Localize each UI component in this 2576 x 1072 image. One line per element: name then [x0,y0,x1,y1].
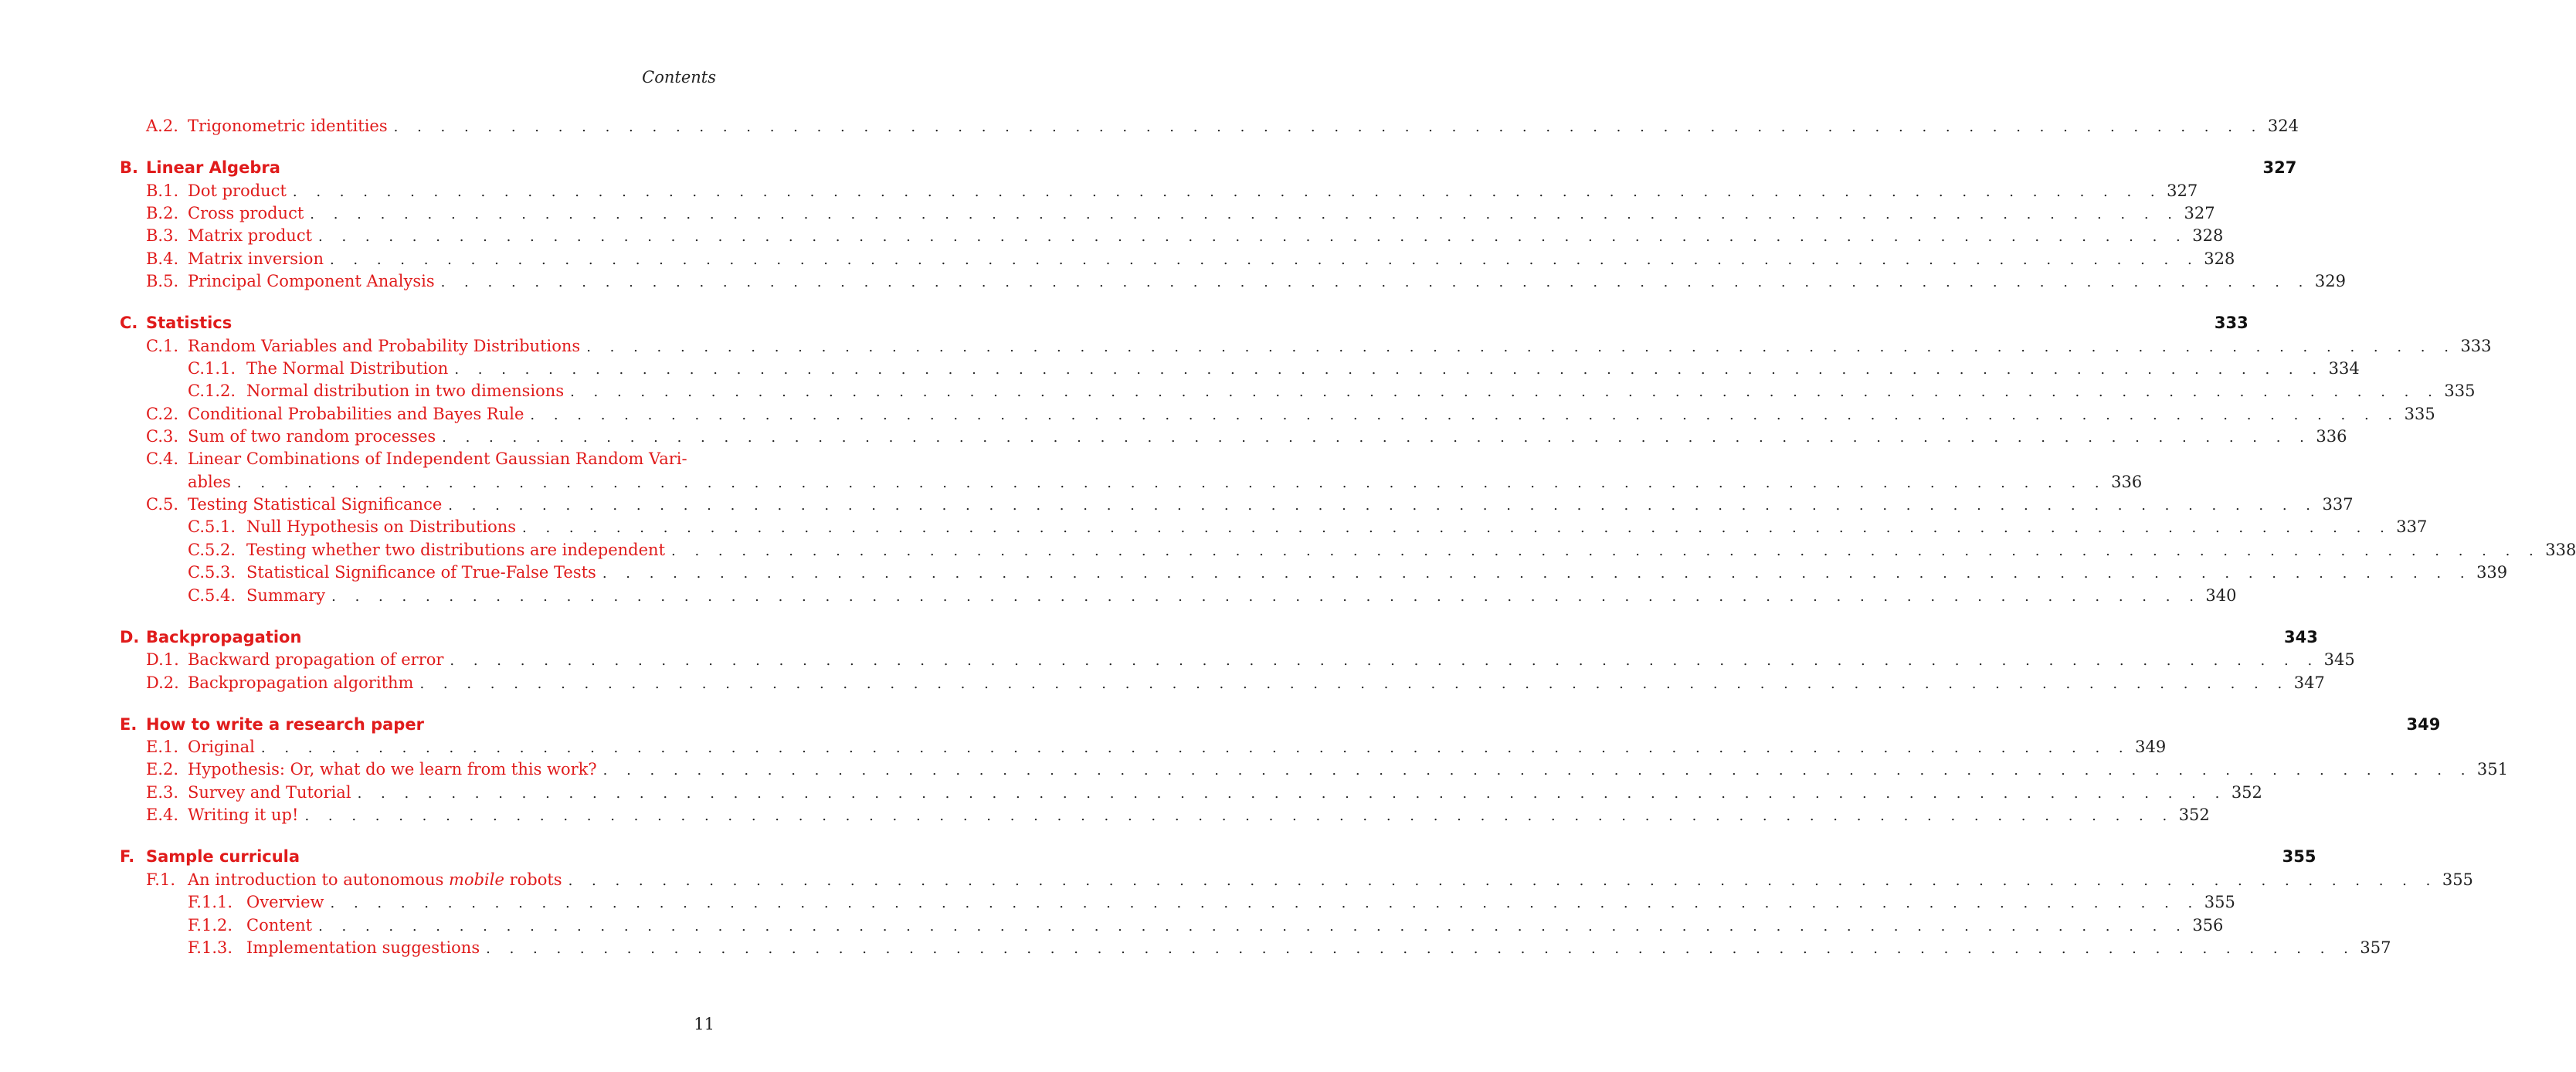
toc-chapter-entry[interactable] [120,845,2316,868]
toc-entry-number: C.3. [146,427,179,446]
toc-entry[interactable] [120,470,2143,494]
toc-entry-title: Matrix inversion [188,249,324,268]
toc-entry-number: B.4. [146,249,179,268]
toc-entry-number: E.2. [146,760,179,779]
toc-leader-dots: . . . . . . . . . . . . . . . . . . . . . . . . . . . . . . . . . . . . . . . . . . . . . . . . . . . . . . . . . . . . . . . . . . . . . . . . . . . . . . . . [442,429,2312,446]
toc-entry[interactable] [120,493,2354,516]
toc-entry-page: 327 [2184,204,2215,222]
toc-leader-dots: . . . . . . . . . . . . . . . . . . . . . . . . . . . . . . . . . . . . . . . . . . . . . . . . . . . . . . . . . . . . . . . . . . . . . . . . . . . . . . . . [236,475,2107,491]
toc-leader-dots: . . . . . . . . . . . . . . . . . . . . . . . . . . . . . . . . . . . . . . . . . . . . . . . . . . . . . . . . . . . . . . . . . . . . . . . . . . . . . . . . [310,206,2180,222]
toc-entry-title: Backpropagation algorithm [188,673,414,692]
toc-entry-title: Sum of two random processes [188,427,436,446]
toc-entry-title: The Normal Distribution [246,359,449,378]
toc-entry-title: Cross product [188,204,304,222]
toc-entry[interactable] [120,334,2492,358]
toc-entry[interactable] [120,671,2325,694]
toc-entry-page: 334 [2328,359,2360,378]
toc-leader-dots: . . . . . . . . . . . . . . . . . . . . . . . . . . . . . . . . . . . . . . . . . . . . . . . . . . . . . . . . . . . . . . . . . . . . . . . . . . . . . . . . [570,384,2440,400]
toc-entry-title: ables [188,473,231,491]
toc-entry-number: B. [120,158,138,177]
running-header: Contents [642,68,716,87]
toc-entry[interactable] [120,936,2391,959]
toc-entry-page: 328 [2204,249,2235,268]
toc-leader-dots: . . . . . . . . . . . . . . . . . . . . . . . . . . . . . . . . . . . . . . . . . . . . . . . . . . . . . . . . . . . . . . . . . . . . . . . . . . . . . . . . [440,274,2310,290]
toc-leader-dots: . . . . . . . . . . . . . . . . . . . . . . . . . . . . . . . . . . . . . . . . . . . . . . . . . . . . . . . . . . . . . . . . . . . . . . . . . . . . . . . . [450,653,2320,669]
toc-entry-number: E. [120,715,137,734]
toc-entry-page: 356 [2192,916,2224,935]
toc-entry-number: D.1. [146,650,179,669]
toc-entry-page: 335 [2444,382,2476,400]
toc-entry-title: Hypothesis: Or, what do we learn from this work? [188,760,597,779]
toc-entry-page: 349 [2135,738,2167,756]
toc-entry-page: 329 [2314,272,2346,290]
toc-entry[interactable] [120,891,2235,914]
toc-leader-dots: . . . . . . . . . . . . . . . . . . . . . . . . . . . . . . . . . . . . . . . . . . . . . . . . . . . . . . . . . . . . . . . . . . . . . . . . . . . . . . . . [292,184,2163,200]
page-number: 11 [694,1015,714,1033]
toc-entry-number: B.3. [146,226,179,245]
toc-entry-page: 328 [2192,226,2224,245]
toc-entry-title: An introduction to autonomous mobile robots [188,870,562,889]
toc-entry-page: 333 [2214,314,2248,332]
toc-leader-dots: . . . . . . . . . . . . . . . . . . . . . . . . . . . . . . . . . . . . . . . . . . . . . . . . . . . . . . . . . . . . . . . . . . . . . . . . . . . . . . . . [671,543,2541,559]
toc-entry-title: Sample curricula [146,847,300,866]
toc-entry-number: F.1.3. [188,938,233,957]
toc-entry-number: B.2. [146,204,179,222]
toc-entry[interactable] [120,538,2576,561]
toc-entry-title: Dot product [188,181,287,200]
toc-entry-number: C.4. [146,449,179,468]
toc-entry[interactable] [120,114,2299,137]
toc-entry-title: Content [246,916,313,935]
toc-entry[interactable] [120,357,2360,380]
toc-entry-title: Random Variables and Probability Distributions [188,337,581,355]
toc-entry-title: Summary [246,586,326,605]
toc-entry-number: F. [120,847,135,866]
toc-entry-title: Linear Combinations of Independent Gaussian Random Vari- [188,449,687,468]
toc-entry-number: C.1.2. [188,382,236,400]
toc-chapter-entry[interactable] [120,156,2297,179]
toc-entry-number: C.2. [146,405,179,423]
toc-entry-title: Null Hypothesis on Distributions [246,517,517,536]
toc-entry-number: C. [120,314,138,332]
toc-entry-number: E.3. [146,783,179,802]
toc-entry-number: C.5.2. [188,541,236,559]
toc-leader-dots: . . . . . . . . . . . . . . . . . . . . . . . . . . . . . . . . . . . . . . . . . . . . . . . . . . . . . . . . . . . . . . . . . . . . . . . . . . . . . . . . [454,361,2324,378]
toc-entry[interactable] [120,447,716,470]
toc-entry[interactable] [120,781,2262,804]
toc-entry-title: Statistical Significance of True-False Tests [246,563,596,582]
toc-entry-number: F.1.1. [188,893,233,911]
toc-entry-title: Statistics [146,314,232,332]
toc-entry-page: 347 [2293,673,2325,692]
toc-entry-page: 333 [2460,337,2492,355]
toc-entry[interactable] [120,648,2355,671]
toc-leader-dots: . . . . . . . . . . . . . . . . . . . . . . . . . . . . . . . . . . . . . . . . . . . . . . . . . . . . . . . . . . . . . . . . . . . . . . . . . . . . . . . . [318,918,2188,935]
toc-entry-number: C.5.3. [188,563,236,582]
toc-entry-title: Implementation suggestions [246,938,480,957]
toc-leader-dots: . . . . . . . . . . . . . . . . . . . . . . . . . . . . . . . . . . . . . . . . . . . . . . . . . . . . . . . . . . . . . . . . . . . . . . . . . . . . . . . . [329,252,2200,268]
toc-entry-page: 349 [2406,715,2441,734]
toc-entry-number: C.5.1. [188,517,236,536]
toc-entry-title: Principal Component Analysis [188,272,435,290]
toc-entry-title: Testing whether two distributions are independent [246,541,666,559]
toc-entry-title: Writing it up! [188,806,299,824]
toc-entry-page: 336 [2316,427,2347,446]
toc-entry-number: B.1. [146,181,179,200]
toc-entry-number: F.1. [146,870,176,889]
toc-leader-dots: . . . . . . . . . . . . . . . . . . . . . . . . . . . . . . . . . . . . . . . . . . . . . . . . . . . . . . . . . . . . . . . . . . . . . . . . . . . . . . . . [260,740,2131,756]
toc-entry-number: C.1.1. [188,359,236,378]
toc-leader-dots: . . . . . . . . . . . . . . . . . . . . . . . . . . . . . . . . . . . . . . . . . . . . . . . . . . . . . . . . . . . . . . . . . . . . . . . . . . . . . . . . [522,520,2392,536]
toc-entry[interactable] [120,402,2435,426]
toc-entry-title: Trigonometric identities [188,117,388,135]
toc-entry[interactable] [120,202,2215,225]
toc-entry[interactable] [120,914,2224,937]
toc-entry[interactable] [120,224,2224,247]
toc-leader-dots: . . . . . . . . . . . . . . . . . . . . . . . . . . . . . . . . . . . . . . . . . . . . . . . . . . . . . . . . . . . . . . . . . . . . . . . . . . . . . . . . [318,229,2188,245]
toc-entry-number: F.1.2. [188,916,233,935]
toc-entry-number: E.4. [146,806,179,824]
toc-entry-page: 345 [2323,650,2355,669]
toc-leader-dots: . . . . . . . . . . . . . . . . . . . . . . . . . . . . . . . . . . . . . . . . . . . . . . . . . . . . . . . . . . . . . . . . . . . . . . . . . . . . . . . . [602,762,2472,779]
toc-entry-number: A.2. [146,117,178,135]
toc-entry-page: 327 [2262,158,2297,177]
toc-entry-page: 339 [2476,563,2508,582]
toc-entry-number: C.1. [146,337,179,355]
toc-leader-dots: . . . . . . . . . . . . . . . . . . . . . . . . . . . . . . . . . . . . . . . . . . . . . . . . . . . . . . . . . . . . . . . . . . . . . . . . . . . . . . . . [586,339,2456,355]
toc-entry-title: Backpropagation [146,628,302,646]
toc-entry-title: How to write a research paper [146,715,424,734]
toc-entry-number: E.1. [146,738,179,756]
toc-entry-page: 335 [2404,405,2435,423]
toc-entry-page: 324 [2267,117,2299,135]
toc-entry[interactable] [120,868,2473,891]
toc-entry[interactable] [120,247,2235,270]
toc-entry-title: Backward propagation of error [188,650,444,669]
toc-entry-number: B.5. [146,272,179,290]
toc-leader-dots: . . . . . . . . . . . . . . . . . . . . . . . . . . . . . . . . . . . . . . . . . . . . . . . . . . . . . . . . . . . . . . . . . . . . . . . . . . . . . . . . [602,565,2472,582]
toc-entry-title: Linear Algebra [146,158,280,177]
toc-entry[interactable] [120,515,2428,538]
toc-entry[interactable] [120,735,2167,758]
toc-entry-number: D. [120,628,140,646]
toc-entry-title: Testing Statistical Significance [188,495,443,514]
toc-entry-title: Conditional Probabilities and Bayes Rule [188,405,524,423]
toc-leader-dots: . . . . . . . . . . . . . . . . . . . . . . . . . . . . . . . . . . . . . . . . . . . . . . . . . . . . . . . . . . . . . . . . . . . . . . . . . . . . . . . . [304,808,2174,824]
toc-entry-page: 352 [2231,783,2262,802]
toc-entry-page: 338 [2545,541,2576,559]
toc-entry[interactable] [120,379,2476,402]
toc-leader-dots: . . . . . . . . . . . . . . . . . . . . . . . . . . . . . . . . . . . . . . . . . . . . . . . . . . . . . . . . . . . . . . . . . . . . . . . . . . . . . . . . [330,895,2200,911]
toc-entry-title: Overview [246,893,324,911]
toc-leader-dots: . . . . . . . . . . . . . . . . . . . . . . . . . . . . . . . . . . . . . . . . . . . . . . . . . . . . . . . . . . . . . . . . . . . . . . . . . . . . . . . . [448,497,2318,514]
toc-leader-dots: . . . . . . . . . . . . . . . . . . . . . . . . . . . . . . . . . . . . . . . . . . . . . . . . . . . . . . . . . . . . . . . . . . . . . . . . . . . . . . . . [419,676,2289,692]
toc-entry[interactable] [120,561,2508,584]
toc-entry-page: 337 [2396,517,2428,536]
toc-entry-title: Normal distribution in two dimensions [246,382,565,400]
toc-entry-page: 340 [2205,586,2237,605]
toc-leader-dots: . . . . . . . . . . . . . . . . . . . . . . . . . . . . . . . . . . . . . . . . . . . . . . . . . . . . . . . . . . . . . . . . . . . . . . . . . . . . . . . . [530,407,2400,423]
toc-entry[interactable] [120,425,2347,448]
toc-entry[interactable] [120,584,2237,607]
toc-entry-page: 355 [2442,870,2473,889]
toc-entry-number: C.5.4. [188,586,236,605]
toc-entry-page: 351 [2476,760,2509,779]
toc-entry-page: 355 [2282,847,2316,866]
toc-entry-title: Survey and Tutorial [188,783,351,802]
toc-entry-page: 352 [2178,806,2210,824]
toc-chapter-entry[interactable] [120,713,2441,736]
toc-entry-page: 336 [2111,473,2143,491]
toc-entry[interactable] [120,758,2509,781]
toc-entry-page: 355 [2204,893,2235,911]
toc-entry-page: 337 [2322,495,2354,514]
toc-leader-dots: . . . . . . . . . . . . . . . . . . . . . . . . . . . . . . . . . . . . . . . . . . . . . . . . . . . . . . . . . . . . . . . . . . . . . . . . . . . . . . . . [486,941,2356,957]
toc-entry-page: 327 [2167,181,2198,200]
toc-entry-number: C.5. [146,495,179,514]
toc-chapter-entry[interactable] [120,311,2248,334]
toc-entry-title: Original [188,738,255,756]
toc-entry-title: Matrix product [188,226,313,245]
toc-entry-page: 357 [2360,938,2391,957]
toc-entry[interactable] [120,803,2210,826]
toc-leader-dots: . . . . . . . . . . . . . . . . . . . . . . . . . . . . . . . . . . . . . . . . . . . . . . . . . . . . . . . . . . . . . . . . . . . . . . . . . . . . . . . . [357,785,2227,802]
toc-chapter-entry[interactable] [120,626,2318,649]
toc-leader-dots: . . . . . . . . . . . . . . . . . . . . . . . . . . . . . . . . . . . . . . . . . . . . . . . . . . . . . . . . . . . . . . . . . . . . . . . . . . . . . . . . [331,589,2201,605]
toc-entry[interactable] [120,179,2198,202]
toc-entry-number: D.2. [146,673,179,692]
toc-leader-dots: . . . . . . . . . . . . . . . . . . . . . . . . . . . . . . . . . . . . . . . . . . . . . . . . . . . . . . . . . . . . . . . . . . . . . . . . . . . . . . . . [568,873,2438,889]
toc-entry-page: 343 [2284,628,2318,646]
toc-leader-dots: . . . . . . . . . . . . . . . . . . . . . . . . . . . . . . . . . . . . . . . . . . . . . . . . . . . . . . . . . . . . . . . . . . . . . . . . . . . . . . . . [393,119,2263,135]
toc-entry[interactable] [120,270,2346,293]
